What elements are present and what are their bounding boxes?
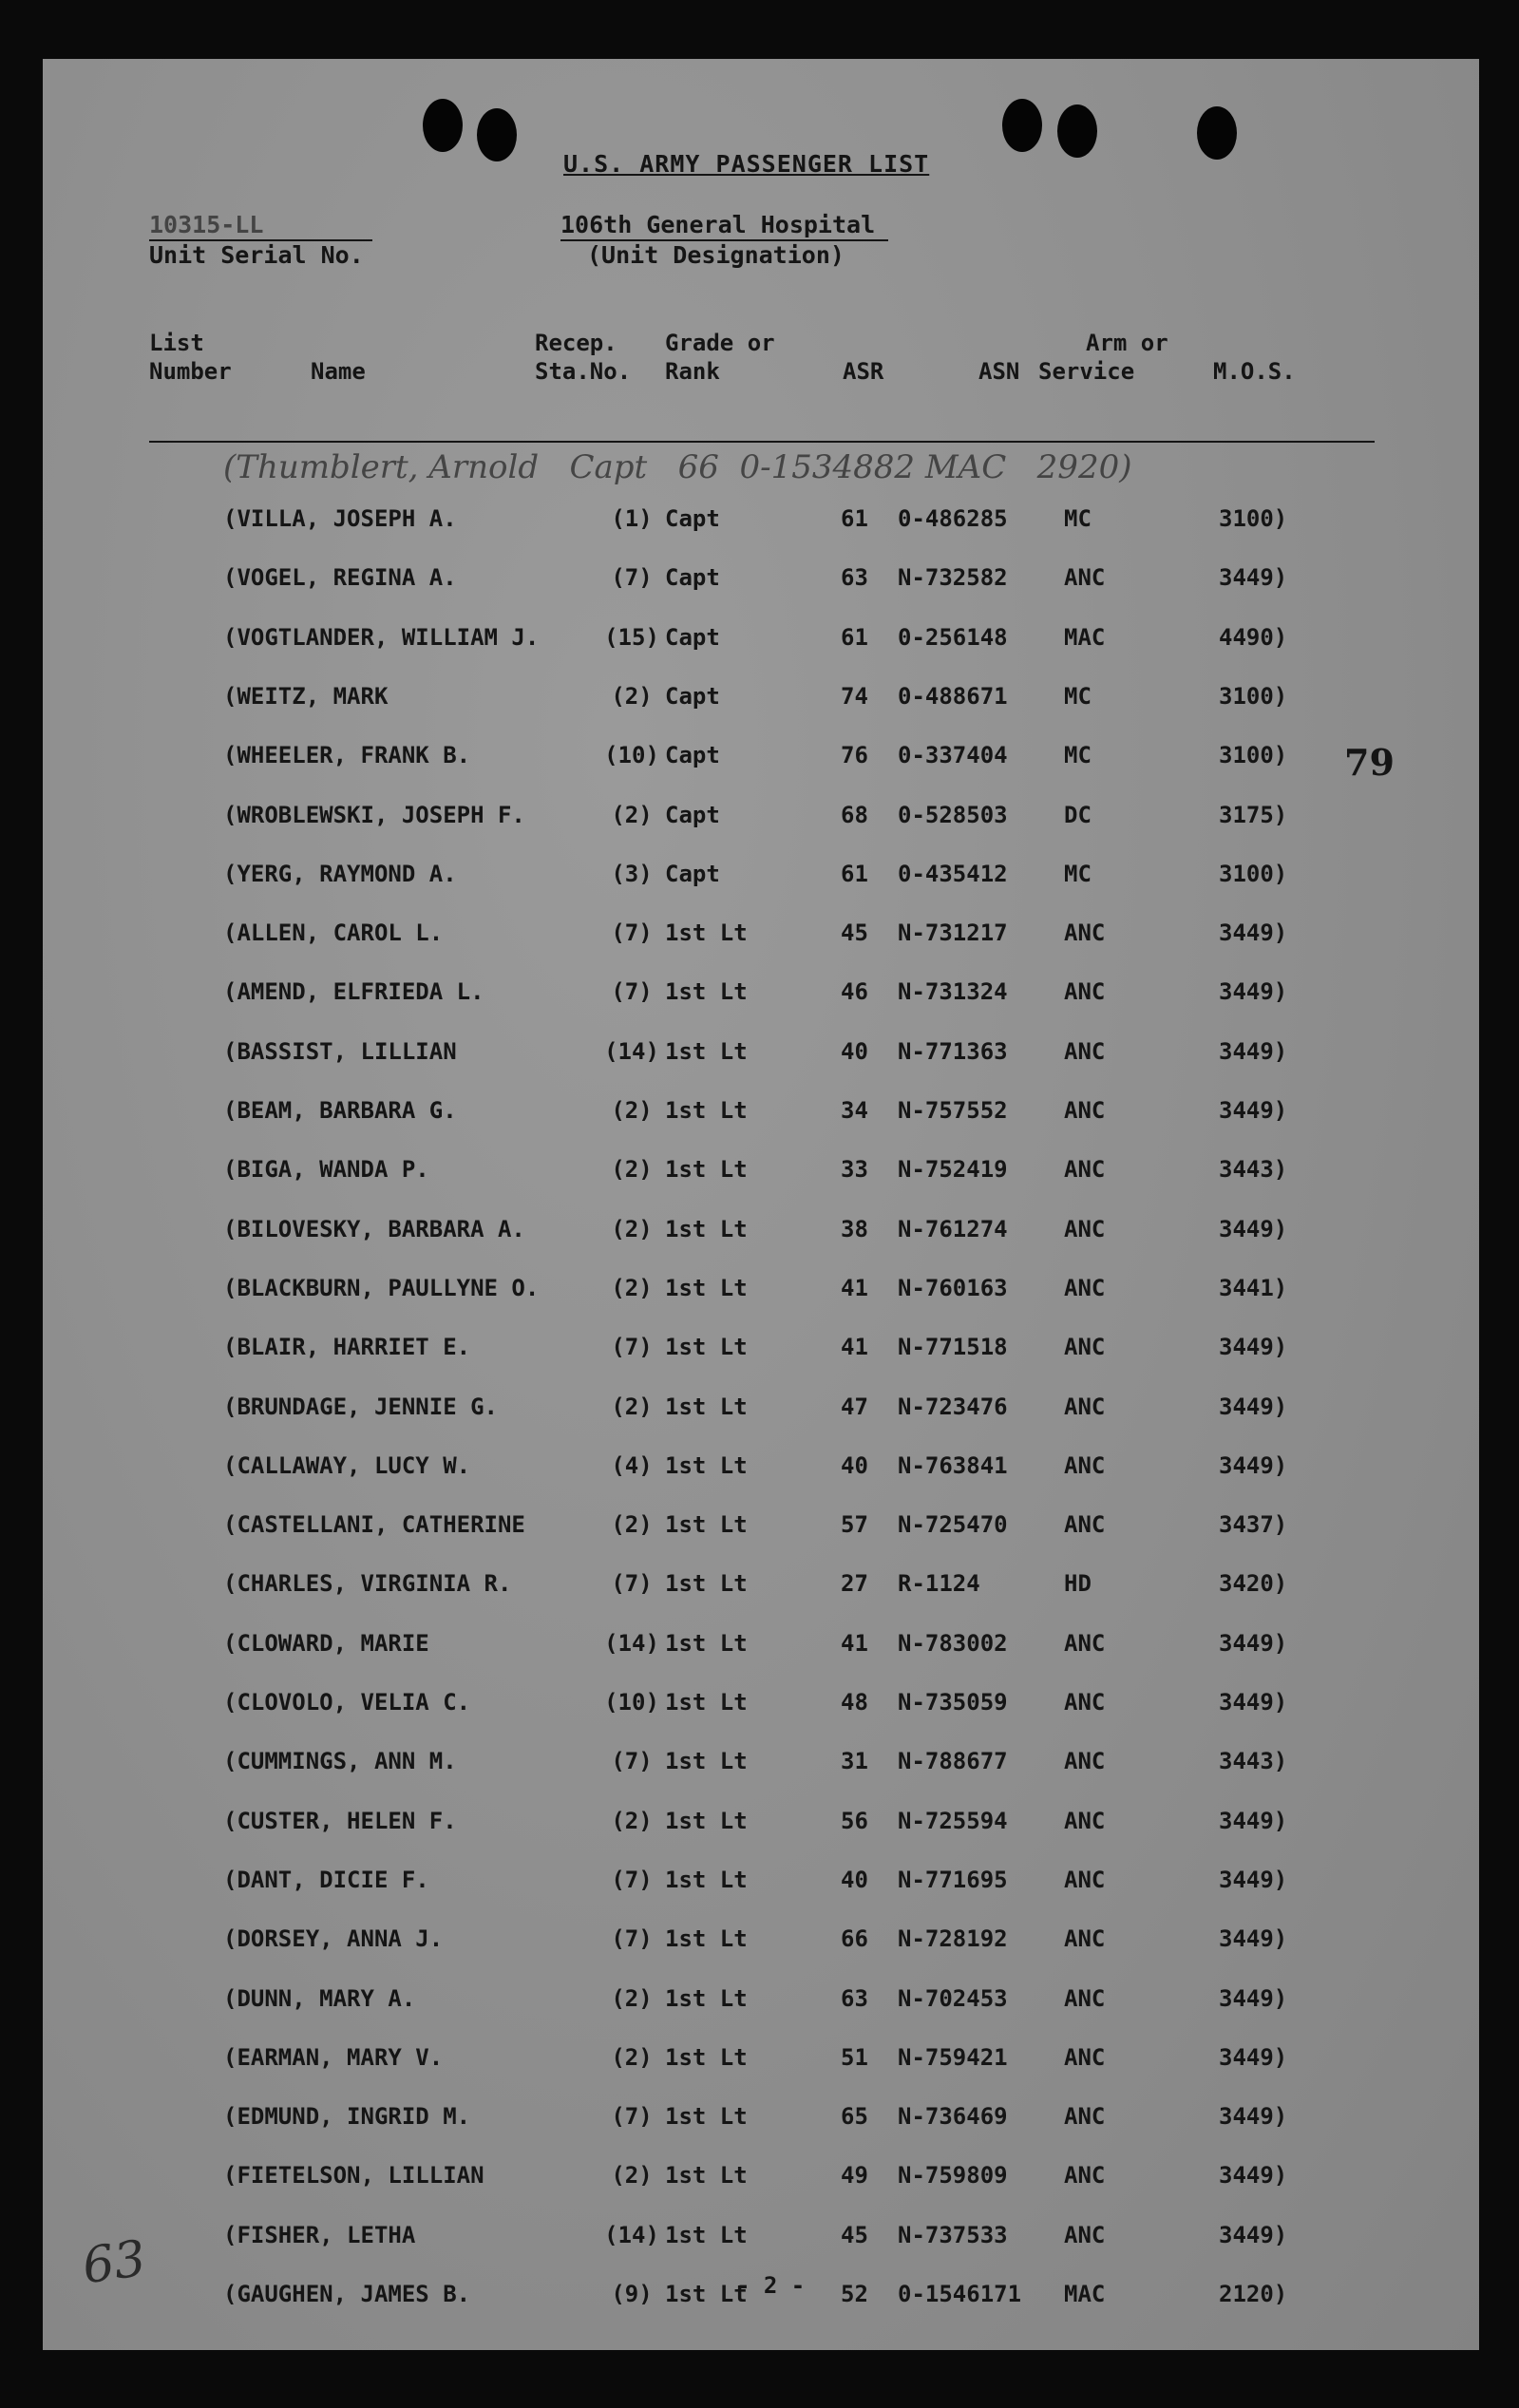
cell-mos: 3420): [1219, 1570, 1288, 1598]
cell-grade: 1st Lt: [665, 1511, 748, 1539]
cell-asr: 40: [841, 1866, 868, 1893]
cell-mos: 3100): [1219, 860, 1288, 887]
cell-arm: DC: [1064, 801, 1092, 828]
cell-grade: 1st Lt: [665, 1866, 748, 1893]
cell-asr: 61: [841, 505, 868, 532]
cell-asr: 38: [841, 1215, 868, 1242]
cell-rec: (7): [611, 920, 653, 947]
cell-rec: (2): [611, 2162, 653, 2190]
cell-mos: 3449): [1219, 1451, 1288, 1479]
cell-asr: 68: [841, 801, 868, 828]
cell-asn: N-732582: [898, 564, 1008, 592]
cell-asr: 41: [841, 1274, 868, 1301]
cell-grade: Capt: [665, 623, 720, 651]
header-arm-service: Arm or Service: [1038, 330, 1168, 385]
cell-mos: 2120): [1219, 2281, 1288, 2307]
cell-rec: (2): [611, 1215, 653, 1242]
cell-rec: (7): [611, 2103, 653, 2131]
header-mos: M.O.S.: [1213, 358, 1296, 385]
cell-arm: MC: [1064, 505, 1092, 532]
cell-grade: 1st Lt: [665, 2103, 748, 2131]
cell-arm: ANC: [1064, 1334, 1106, 1361]
cell-arm: ANC: [1064, 1925, 1106, 1953]
cell-asn: N-731217: [898, 920, 1008, 947]
cell-rec: (14): [604, 1037, 659, 1065]
cell-rec: (2): [611, 2043, 653, 2071]
cell-rec: (7): [611, 1925, 653, 1953]
cell-name: (DUNN, MARY A.: [223, 1984, 416, 2012]
cell-asr: 45: [841, 2221, 868, 2248]
cell-rec: (7): [611, 1334, 653, 1361]
cell-asn: N-759421: [898, 2043, 1008, 2071]
cell-arm: MAC: [1064, 2281, 1106, 2307]
cell-mos: 3449): [1219, 1689, 1288, 1716]
cell-asr: 40: [841, 1451, 868, 1479]
cell-rec: (2): [611, 1274, 653, 1301]
cell-mos: 3100): [1219, 682, 1288, 710]
cell-asn: N-757552: [898, 1097, 1008, 1124]
unit-designation-block: [560, 211, 888, 270]
cell-grade: 1st Lt: [665, 1097, 748, 1124]
cell-rec: (2): [611, 1393, 653, 1420]
cell-asr: 47: [841, 1393, 868, 1420]
cell-mos: 3449): [1219, 1807, 1288, 1834]
cell-grade: Capt: [665, 505, 720, 532]
header-asn: ASN: [978, 358, 1020, 385]
header-grade: Grade or Rank: [665, 330, 775, 385]
cell-grade: 1st Lt: [665, 1156, 748, 1184]
cell-grade: Capt: [665, 742, 720, 769]
cell-asn: 0-256148: [898, 623, 1008, 651]
cell-name: (BILOVESKY, BARBARA A.: [223, 1215, 525, 1242]
cell-asn: N-736469: [898, 2103, 1008, 2131]
cell-grade: Capt: [665, 682, 720, 710]
cell-arm: ANC: [1064, 1393, 1106, 1420]
cell-asr: 33: [841, 1156, 868, 1184]
cell-mos: 3449): [1219, 2221, 1288, 2248]
cell-name: (BASSIST, LILLIAN: [223, 1037, 457, 1065]
cell-rec: (2): [611, 801, 653, 828]
cell-name: (GAUGHEN, JAMES B.: [223, 2281, 471, 2307]
cell-asn: N-771518: [898, 1334, 1008, 1361]
cell-rec: (1): [611, 505, 653, 532]
cell-mos: 3449): [1219, 1925, 1288, 1953]
cell-mos: 3449): [1219, 1393, 1288, 1420]
unit-serial-block: [149, 211, 372, 270]
cell-asn: N-725594: [898, 1807, 1008, 1834]
cell-asn: N-702453: [898, 1984, 1008, 2012]
cell-mos: 3449): [1219, 1866, 1288, 1893]
cell-asr: 34: [841, 1097, 868, 1124]
cell-arm: ANC: [1064, 1215, 1106, 1242]
cell-mos: 3443): [1219, 1748, 1288, 1775]
cell-asr: 48: [841, 1689, 868, 1716]
cell-rec: (15): [604, 623, 659, 651]
cell-mos: 4490): [1219, 623, 1288, 651]
cell-asn: N-771695: [898, 1866, 1008, 1893]
cell-name: (WROBLEWSKI, JOSEPH F.: [223, 801, 525, 828]
cell-asn: N-759809: [898, 2162, 1008, 2190]
cell-asr: 41: [841, 1629, 868, 1657]
cell-grade: 1st Lt: [665, 1393, 748, 1420]
cell-grade: 1st Lt: [665, 1215, 748, 1242]
cell-mos: 3449): [1219, 1037, 1288, 1065]
cell-name: (BLAIR, HARRIET E.: [223, 1334, 471, 1361]
cell-asr: 51: [841, 2043, 868, 2071]
cell-asn: 0-1546171: [898, 2281, 1022, 2307]
document-title: U.S. ARMY PASSENGER LIST: [563, 150, 930, 178]
cell-mos: 3449): [1219, 1215, 1288, 1242]
cell-asn: R-1124: [898, 1570, 980, 1598]
cell-asn: 0-486285: [898, 505, 1008, 532]
cell-asr: 52: [841, 2281, 868, 2307]
cell-asn: N-788677: [898, 1748, 1008, 1775]
cell-asr: 41: [841, 1334, 868, 1361]
cell-grade: 1st Lt: [665, 2162, 748, 2190]
cell-rec: (7): [611, 564, 653, 592]
unit-designation-value: 106th General Hospital: [560, 211, 888, 241]
cell-mos: 3449): [1219, 1097, 1288, 1124]
cell-asn: N-763841: [898, 1451, 1008, 1479]
punch-hole: [1197, 106, 1237, 160]
cell-arm: ANC: [1064, 1984, 1106, 2012]
unit-serial-caption: Unit Serial No.: [149, 241, 364, 269]
cell-rec: (14): [604, 1629, 659, 1657]
cell-mos: 3441): [1219, 1274, 1288, 1301]
cell-grade: 1st Lt: [665, 1037, 748, 1065]
cell-name: (CUMMINGS, ANN M.: [223, 1748, 457, 1775]
cell-name: (VOGEL, REGINA A.: [223, 564, 457, 592]
cell-asr: 56: [841, 1807, 868, 1834]
cell-rec: (3): [611, 860, 653, 887]
cell-grade: 1st Lt: [665, 2281, 748, 2307]
cell-grade: 1st Lt: [665, 1334, 748, 1361]
cell-asn: 0-528503: [898, 801, 1008, 828]
cell-name: (CALLAWAY, LUCY W.: [223, 1451, 471, 1479]
cell-mos: 3443): [1219, 1156, 1288, 1184]
cell-rec: (14): [604, 2221, 659, 2248]
cell-name: (CLOVOLO, VELIA C.: [223, 1689, 471, 1716]
cell-name: (EARMAN, MARY V.: [223, 2043, 444, 2071]
cell-asr: 74: [841, 682, 868, 710]
cell-name: (VILLA, JOSEPH A.: [223, 505, 457, 532]
cell-name: (CHARLES, VIRGINIA R.: [223, 1570, 512, 1598]
punch-hole: [1002, 99, 1042, 152]
cell-grade: 1st Lt: [665, 1274, 748, 1301]
cell-mos: 3449): [1219, 1629, 1288, 1657]
cell-asr: 61: [841, 860, 868, 887]
cell-asn: N-725470: [898, 1511, 1008, 1539]
cell-asn: N-737533: [898, 2221, 1008, 2248]
cell-rec: (7): [611, 1748, 653, 1775]
cell-rec: (9): [611, 2281, 653, 2307]
cell-asr: 63: [841, 564, 868, 592]
cell-rec: (2): [611, 682, 653, 710]
cell-mos: 3100): [1219, 505, 1288, 532]
cell-arm: MAC: [1064, 623, 1106, 651]
header-asr: ASR: [843, 358, 884, 385]
cell-name: (EDMUND, INGRID M.: [223, 2103, 471, 2131]
cell-grade: 1st Lt: [665, 1984, 748, 2012]
header-rule: [149, 441, 1375, 443]
cell-arm: MC: [1064, 860, 1092, 887]
cell-name: (AMEND, ELFRIEDA L.: [223, 978, 484, 1006]
cell-grade: 1st Lt: [665, 978, 748, 1006]
cell-name: (CUSTER, HELEN F.: [223, 1807, 457, 1834]
cell-arm: ANC: [1064, 1689, 1106, 1716]
cell-mos: 3449): [1219, 978, 1288, 1006]
cell-grade: Capt: [665, 564, 720, 592]
cell-grade: 1st Lt: [665, 1925, 748, 1953]
handwritten-entry: (Thumblert, Arnold Capt 66 0-1534882 MAC 2920): [223, 448, 1132, 486]
cell-asn: N-728192: [898, 1925, 1008, 1953]
cell-asn: N-735059: [898, 1689, 1008, 1716]
cell-arm: MC: [1064, 682, 1092, 710]
cell-rec: (7): [611, 1866, 653, 1893]
cell-arm: ANC: [1064, 920, 1106, 947]
cell-arm: ANC: [1064, 2103, 1106, 2131]
cell-rec: (10): [604, 1689, 659, 1716]
cell-mos: 3100): [1219, 742, 1288, 769]
cell-grade: 1st Lt: [665, 1629, 748, 1657]
cell-arm: ANC: [1064, 1866, 1106, 1893]
cell-asr: 27: [841, 1570, 868, 1598]
side-number: 79: [1344, 741, 1395, 784]
unit-designation-caption: (Unit Designation): [587, 241, 845, 269]
cell-name: (BEAM, BARBARA G.: [223, 1097, 457, 1124]
unit-serial-value: 10315-LL: [149, 211, 372, 241]
cell-name: (YERG, RAYMOND A.: [223, 860, 457, 887]
cell-arm: MC: [1064, 742, 1092, 769]
document-page: [43, 59, 1479, 2350]
cell-mos: 3449): [1219, 2162, 1288, 2190]
cell-asn: 0-435412: [898, 860, 1008, 887]
cell-name: (BIGA, WANDA P.: [223, 1156, 429, 1184]
cell-arm: ANC: [1064, 1156, 1106, 1184]
cell-name: (BRUNDAGE, JENNIE G.: [223, 1393, 498, 1420]
cell-arm: ANC: [1064, 1037, 1106, 1065]
cell-asn: N-760163: [898, 1274, 1008, 1301]
cell-rec: (2): [611, 1807, 653, 1834]
cell-mos: 3449): [1219, 2043, 1288, 2071]
cell-arm: ANC: [1064, 1807, 1106, 1834]
cell-grade: 1st Lt: [665, 1689, 748, 1716]
cell-rec: (2): [611, 1984, 653, 2012]
cell-arm: ANC: [1064, 1097, 1106, 1124]
cell-arm: ANC: [1064, 1748, 1106, 1775]
margin-annotation: 63: [79, 2229, 150, 2296]
cell-name: (DORSEY, ANNA J.: [223, 1925, 444, 1953]
cell-mos: 3437): [1219, 1511, 1288, 1539]
cell-name: (FIETELSON, LILLIAN: [223, 2162, 484, 2190]
cell-grade: 1st Lt: [665, 1570, 748, 1598]
cell-rec: (7): [611, 1570, 653, 1598]
cell-rec: (4): [611, 1451, 653, 1479]
cell-arm: ANC: [1064, 2162, 1106, 2190]
cell-rec: (10): [604, 742, 659, 769]
cell-name: (CASTELLANI, CATHERINE: [223, 1511, 525, 1539]
punch-hole: [423, 99, 463, 152]
cell-rec: (7): [611, 978, 653, 1006]
cell-grade: 1st Lt: [665, 920, 748, 947]
cell-asn: N-783002: [898, 1629, 1008, 1657]
cell-name: (DANT, DICIE F.: [223, 1866, 429, 1893]
cell-asr: 45: [841, 920, 868, 947]
cell-asr: 66: [841, 1925, 868, 1953]
cell-grade: 1st Lt: [665, 1807, 748, 1834]
header-list-number: List Number: [149, 330, 232, 385]
cell-name: (CLOWARD, MARIE: [223, 1629, 429, 1657]
cell-arm: ANC: [1064, 1274, 1106, 1301]
cell-rec: (2): [611, 1156, 653, 1184]
cell-arm: ANC: [1064, 1511, 1106, 1539]
cell-arm: HD: [1064, 1570, 1092, 1598]
page-number: - 2 -: [736, 2272, 806, 2299]
cell-grade: 1st Lt: [665, 1451, 748, 1479]
cell-asn: N-761274: [898, 1215, 1008, 1242]
cell-rec: (2): [611, 1511, 653, 1539]
cell-arm: ANC: [1064, 2043, 1106, 2071]
cell-name: (WHEELER, FRANK B.: [223, 742, 471, 769]
cell-name: (FISHER, LETHA: [223, 2221, 416, 2248]
cell-rec: (2): [611, 1097, 653, 1124]
cell-asr: 61: [841, 623, 868, 651]
cell-asn: 0-337404: [898, 742, 1008, 769]
header-recep-sta: Recep. Sta.No.: [535, 330, 632, 385]
cell-asn: N-731324: [898, 978, 1008, 1006]
cell-asn: N-771363: [898, 1037, 1008, 1065]
cell-name: (ALLEN, CAROL L.: [223, 920, 444, 947]
cell-mos: 3175): [1219, 801, 1288, 828]
cell-arm: ANC: [1064, 2221, 1106, 2248]
cell-grade: 1st Lt: [665, 2221, 748, 2248]
cell-asr: 46: [841, 978, 868, 1006]
cell-mos: 3449): [1219, 564, 1288, 592]
cell-arm: ANC: [1064, 564, 1106, 592]
cell-asn: N-723476: [898, 1393, 1008, 1420]
cell-asr: 76: [841, 742, 868, 769]
cell-arm: ANC: [1064, 1629, 1106, 1657]
cell-grade: 1st Lt: [665, 1748, 748, 1775]
cell-asr: 63: [841, 1984, 868, 2012]
cell-mos: 3449): [1219, 920, 1288, 947]
cell-mos: 3449): [1219, 1984, 1288, 2012]
cell-asn: N-752419: [898, 1156, 1008, 1184]
cell-grade: Capt: [665, 860, 720, 887]
cell-name: (VOGTLANDER, WILLIAM J.: [223, 623, 540, 651]
punch-hole: [1057, 104, 1097, 158]
cell-name: (BLACKBURN, PAULLYNE O.: [223, 1274, 540, 1301]
cell-grade: Capt: [665, 801, 720, 828]
cell-asr: 49: [841, 2162, 868, 2190]
punch-hole: [477, 108, 517, 161]
cell-asr: 65: [841, 2103, 868, 2131]
cell-mos: 3449): [1219, 1334, 1288, 1361]
header-name: Name: [311, 358, 366, 385]
cell-asr: 40: [841, 1037, 868, 1065]
cell-arm: ANC: [1064, 978, 1106, 1006]
cell-asr: 31: [841, 1748, 868, 1775]
cell-grade: 1st Lt: [665, 2043, 748, 2071]
cell-asn: 0-488671: [898, 682, 1008, 710]
cell-arm: ANC: [1064, 1451, 1106, 1479]
cell-mos: 3449): [1219, 2103, 1288, 2131]
cell-name: (WEITZ, MARK: [223, 682, 389, 710]
cell-asr: 57: [841, 1511, 868, 1539]
